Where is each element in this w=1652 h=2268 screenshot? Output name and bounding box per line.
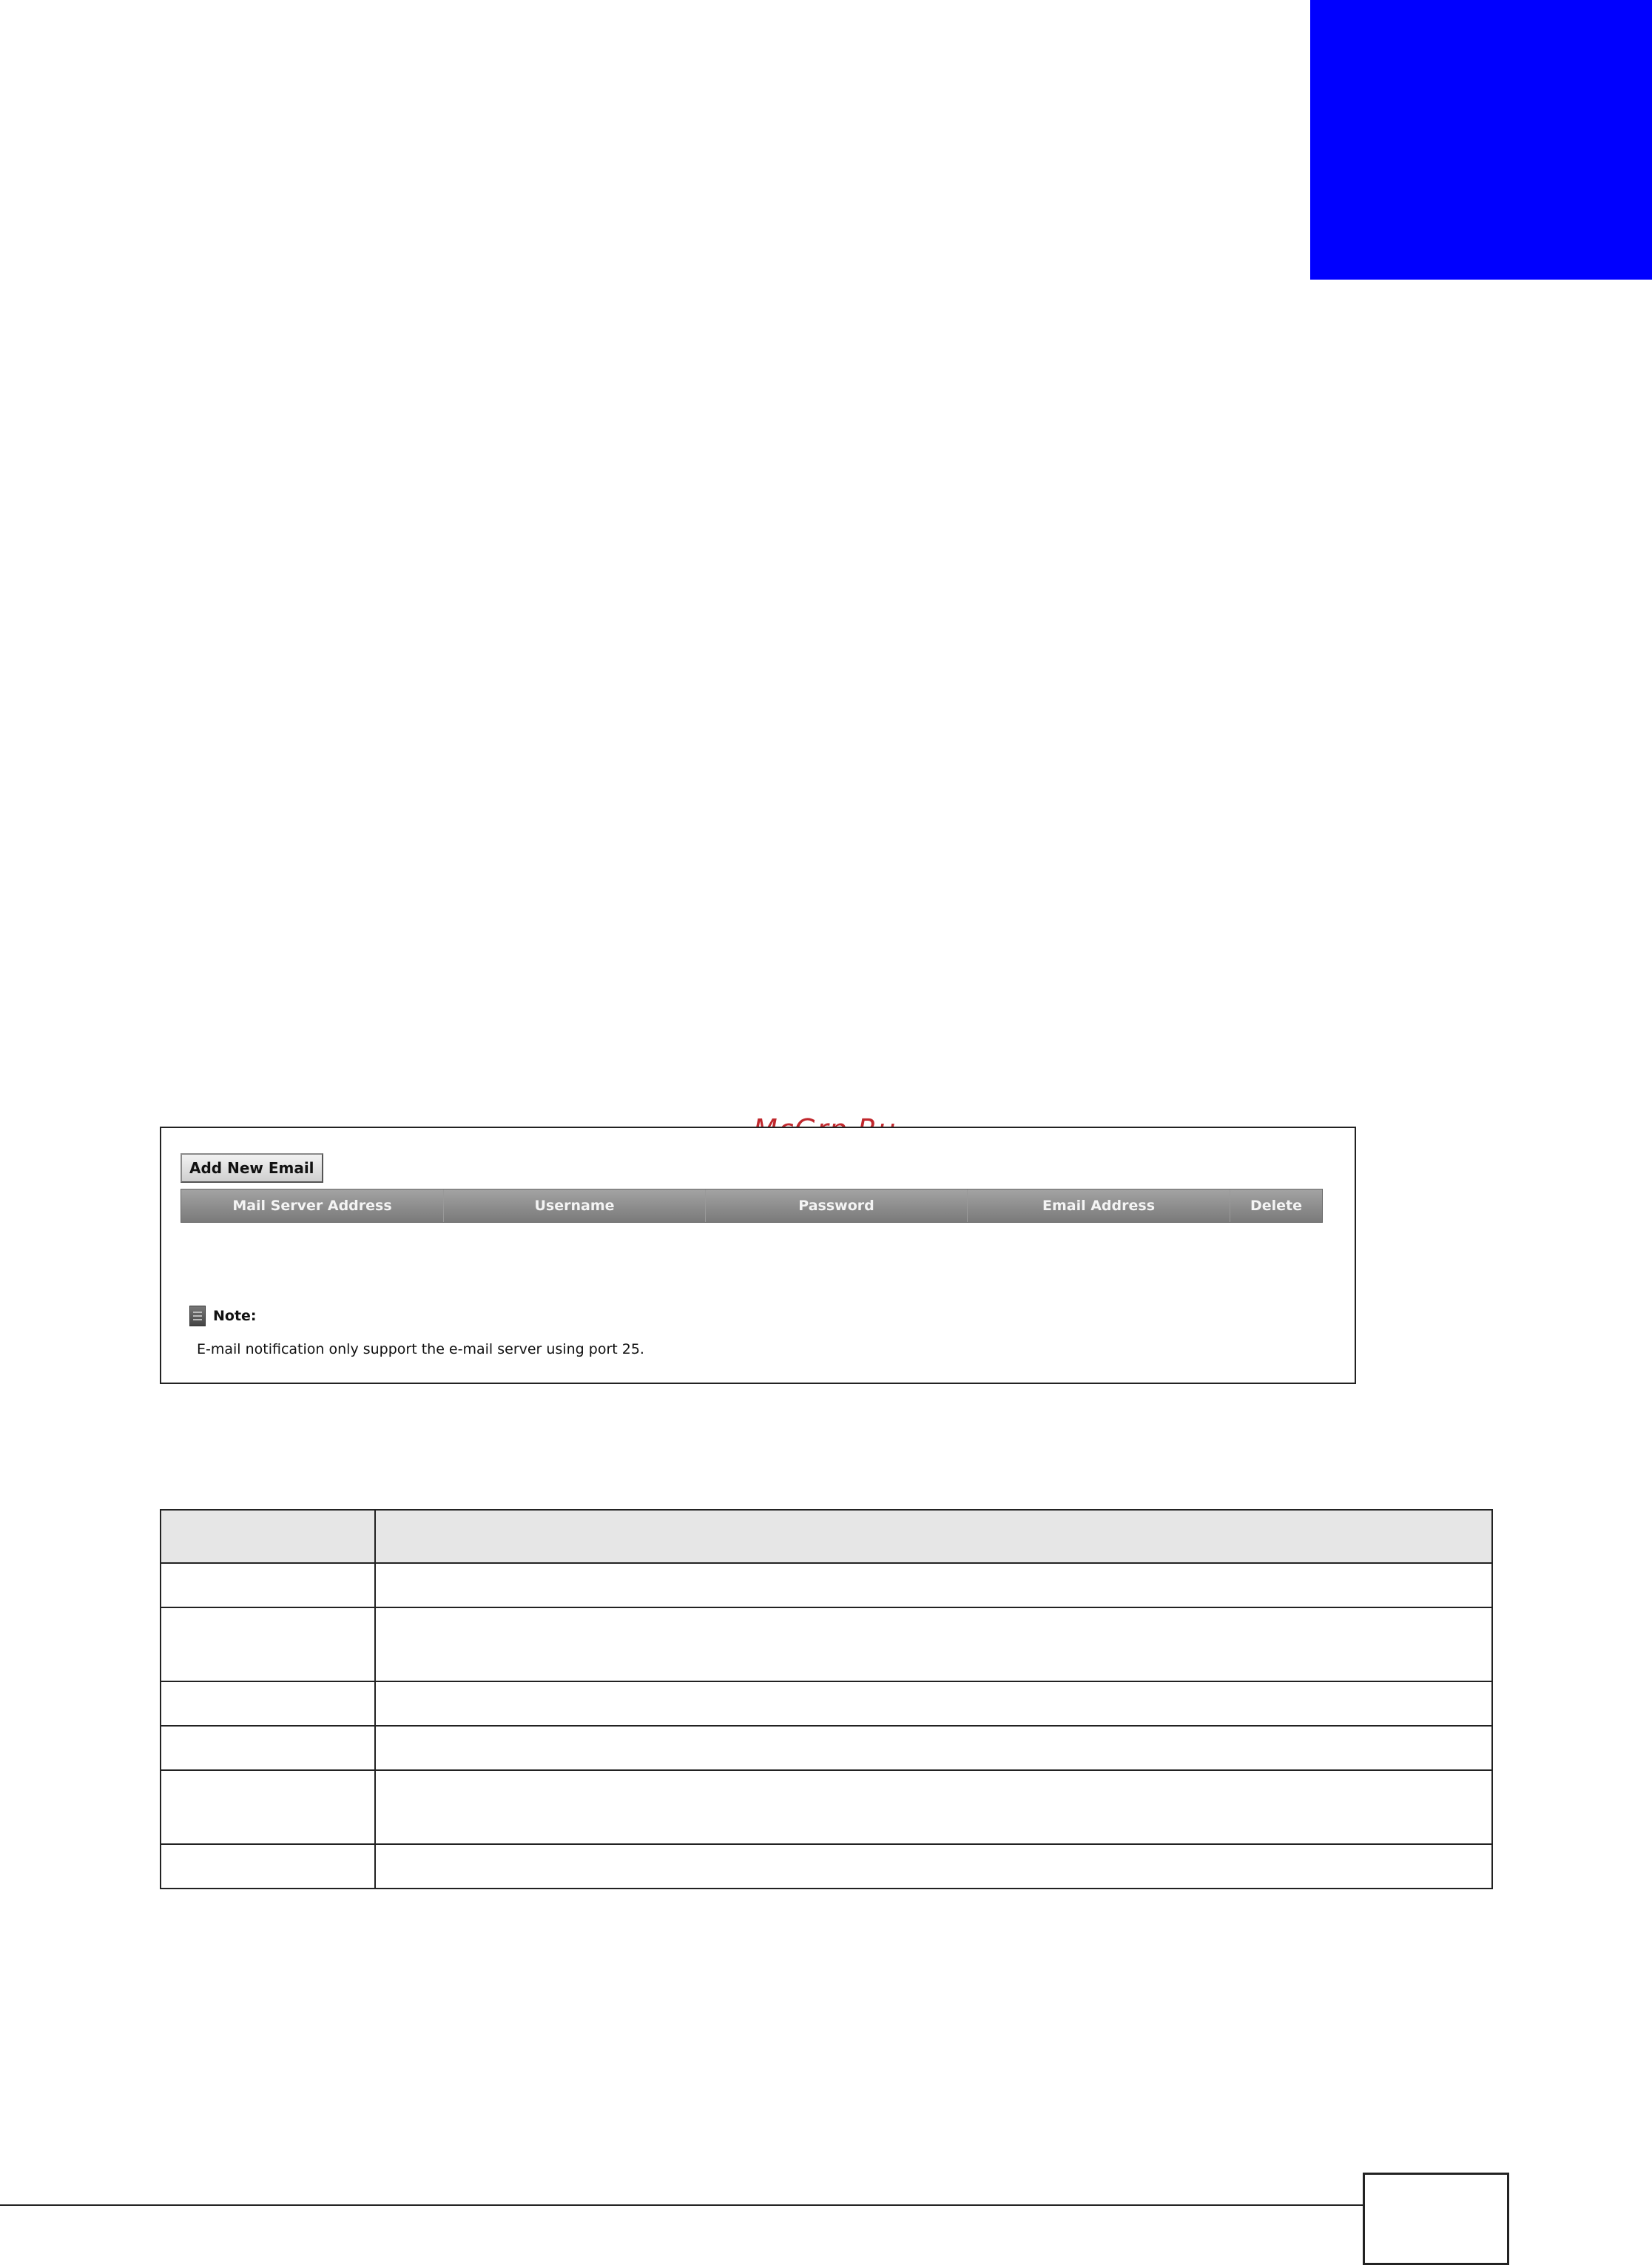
note-icon — [189, 1306, 206, 1326]
description-table — [160, 1509, 1493, 1889]
table-row — [161, 1563, 1492, 1607]
table-row — [161, 1681, 1492, 1726]
note-label: Note: — [213, 1308, 257, 1324]
note — [189, 1306, 257, 1326]
page-number-box — [1363, 2173, 1509, 2265]
table-row — [161, 1770, 1492, 1844]
column-password: Password — [706, 1189, 968, 1222]
footer-rule — [0, 2204, 1364, 2206]
column-email-address: Email Address — [968, 1189, 1230, 1222]
table-row — [161, 1844, 1492, 1889]
table-row — [161, 1607, 1492, 1681]
add-new-email-button[interactable]: Add New Email — [181, 1153, 323, 1183]
table-row — [161, 1726, 1492, 1770]
note-text: E-mail notification only support the e-mail server using port 25. — [197, 1341, 644, 1357]
email-table-header — [181, 1189, 1323, 1223]
email-settings-screenshot — [160, 1127, 1356, 1384]
column-mail-server-address: Mail Server Address — [181, 1189, 444, 1222]
table-header-row — [161, 1510, 1492, 1563]
column-username: Username — [444, 1189, 706, 1222]
chapter-tab — [1310, 0, 1652, 280]
column-delete: Delete — [1250, 1198, 1303, 1214]
